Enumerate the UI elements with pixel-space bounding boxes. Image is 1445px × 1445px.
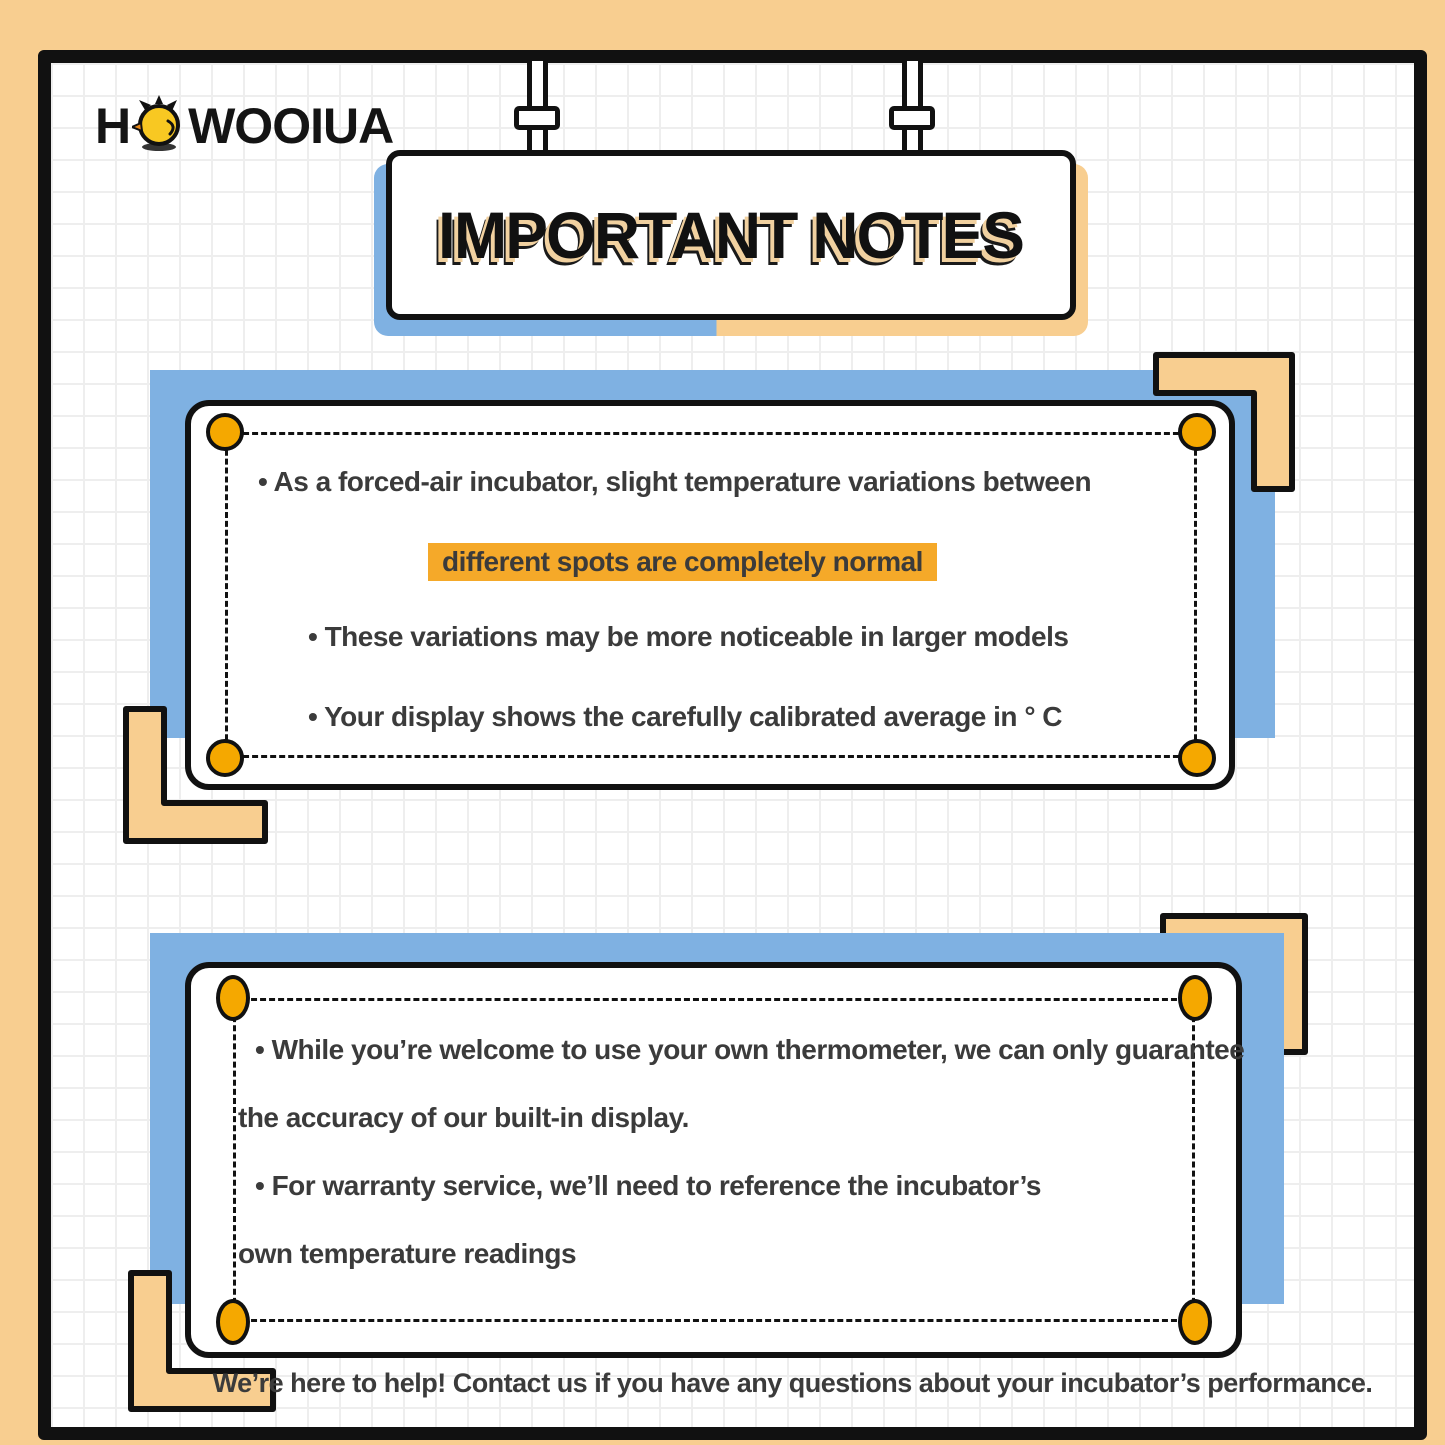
corner-dot [1178,739,1216,777]
sign-post-cap-right [889,106,935,130]
note-2-line-3: • For warranty service, we’ll need to reference the incubator’s [255,1170,1041,1201]
page-title: IMPORTANT NOTES [438,198,1024,272]
chick-icon [132,94,186,152]
note-1-line-2: • These variations may be more noticeable in larger models [308,621,1069,652]
corner-dot [216,975,250,1021]
note-2-line-1: • While you’re welcome to use your own thermometer, we can only guarantee [255,1034,1245,1065]
sign-post-cap-left [514,106,560,130]
note-1-highlighted-text: different spots are completely normal [428,543,937,581]
corner-bracket-bottom-left-icon [123,706,268,844]
corner-dot [206,413,244,451]
corner-dot [1178,975,1212,1021]
brand-logo [95,96,393,156]
footer-help-text: We’re here to help! Contact us if you have any questions about your incubator’s performance. [212,1368,1373,1398]
logo-text-prefix: H [95,98,131,154]
note-2-line-2: the accuracy of our built-in display. [238,1102,689,1133]
corner-dot [1178,1299,1212,1345]
corner-dot [1178,413,1216,451]
note-1-line-3: • Your display shows the carefully calibrated average in ° C [308,701,1063,732]
note-2-line-4: own temperature readings [238,1238,577,1269]
title-sign [386,150,1076,320]
note-1-line-1: • As a forced-air incubator, slight temperature variations between [258,466,1092,497]
logo-text-suffix: WOOIUA [188,98,394,154]
